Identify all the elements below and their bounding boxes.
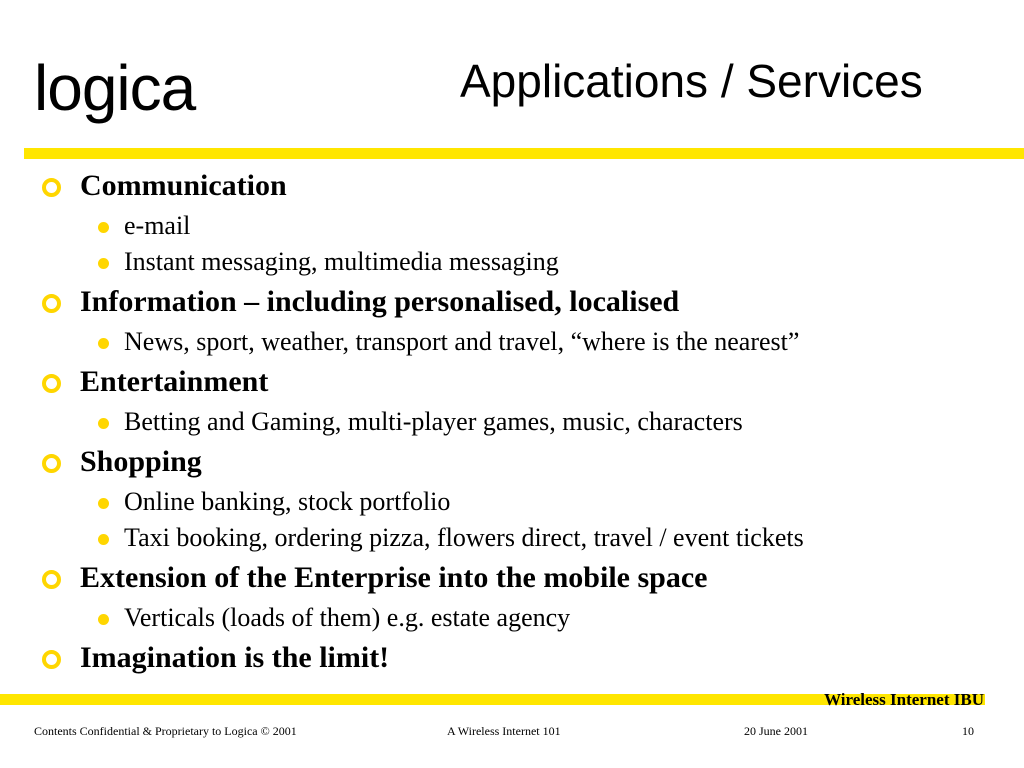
sub-bullet-item [40,600,1020,636]
dot-bullet-icon [98,534,109,545]
footer-course: A Wireless Internet 101 [447,724,561,738]
sub-bullet-label: Online banking, stock portfolio [124,487,451,516]
sub-bullet-item [40,520,1020,556]
ring-bullet-icon [42,178,61,197]
sub-bullet-item [40,404,1020,440]
bullet-label: Imagination is the limit! [80,641,390,674]
bullet-item-shopping [40,444,1020,480]
ring-bullet-icon [42,570,61,589]
bullet-item-enterprise [40,560,1020,596]
sub-bullet-label: Taxi booking, ordering pizza, flowers direct, travel / event tickets [124,523,804,552]
bullet-item-entertainment [40,364,1020,400]
dot-bullet-icon [98,614,109,625]
bullet-label: Entertainment [80,365,269,398]
dot-bullet-icon [98,498,109,509]
bullet-label: Information – including personalised, localised [80,285,680,318]
bullet-item-information [40,284,1020,320]
ring-bullet-icon [42,650,61,669]
dot-bullet-icon [98,338,109,349]
footer-date: 20 June 2001 [744,724,808,738]
ring-bullet-icon [42,294,61,313]
sub-bullet-item [40,208,1020,244]
footer-brand: Wireless Internet IBU [824,690,984,709]
sub-bullet-label: Betting and Gaming, multi-player games, music, characters [124,407,743,436]
dot-bullet-icon [98,258,109,269]
top-divider [24,148,1024,159]
sub-bullet-label: News, sport, weather, transport and travel, “where is the nearest” [124,327,800,356]
slide-title: Applications / Services [460,55,923,107]
page-number: 10 [962,724,974,738]
ring-bullet-icon [42,374,61,393]
sub-bullet-label: Instant messaging, multimedia messaging [124,247,559,276]
logica-logo: logica [34,52,196,124]
bullet-list [40,168,1020,680]
bullet-label: Communication [80,169,287,202]
sub-bullet-item [40,244,1020,280]
bullet-item-imagination [40,640,1020,676]
bullet-label: Shopping [80,445,202,478]
sub-bullet-item [40,484,1020,520]
dot-bullet-icon [98,418,109,429]
sub-bullet-label: Verticals (loads of them) e.g. estate agency [124,603,571,632]
bullet-item-communication [40,168,1020,204]
sub-bullet-label: e-mail [124,211,191,240]
bullet-label: Extension of the Enterprise into the mobile space [80,561,708,594]
ring-bullet-icon [42,454,61,473]
dot-bullet-icon [98,222,109,233]
sub-bullet-item [40,324,1020,360]
footer-confidential: Contents Confidential & Proprietary to Logica © 2001 [34,724,297,738]
